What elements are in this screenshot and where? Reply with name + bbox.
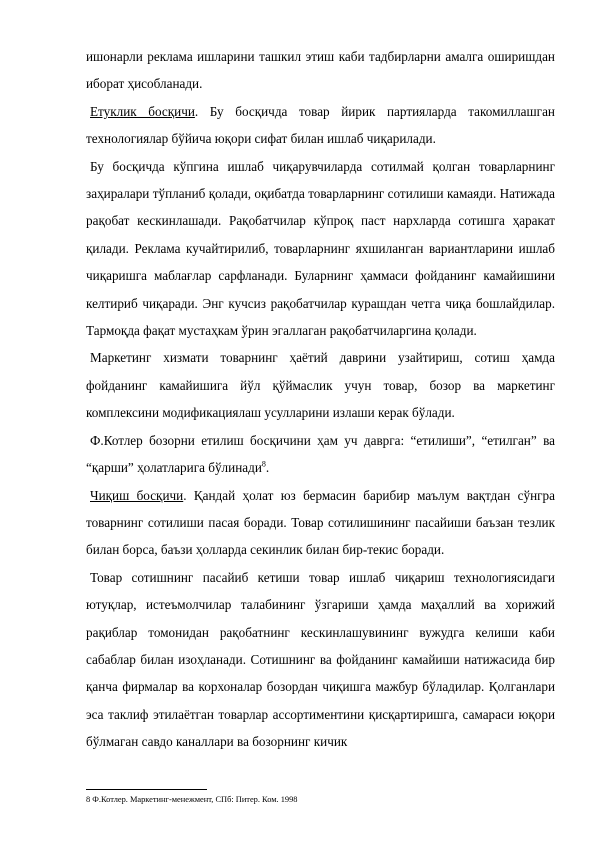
paragraph-maturity: Етуклик босқичи. Бу босқичда товар йирик партияларда такомиллашган технологиялар бўйича юқори сифат билан ишлаб чиқарилади. bbox=[86, 103, 555, 147]
footnote: 8 Ф.Котлер. Маркетинг-менежмент, СПб: Питер. Ком. 1998 bbox=[86, 795, 298, 804]
footnote-reference: 8 bbox=[261, 459, 266, 469]
paragraph-marketing-service: Маркетинг хизмати товарнинг ҳаётий даврини узайтириш, сотиш ҳамда фойданинг камайишига йўл қўймаслик учун товар, бозор ва маркетинг комплексини модификациялаш усулларини излаши керак бўлади. bbox=[86, 350, 555, 421]
decline-stage-term: Чиқиш босқичи bbox=[90, 487, 184, 503]
maturity-stage-term: Етуклик босқичи bbox=[90, 103, 195, 119]
paragraph-sales-decline: Товар сотишнинг пасайиб кетиши товар ишлаб чиқариш технологиясидаги ютуқлар, истеъмолчилар талабининг ўзгариши ҳамда маҳаллий ва хорижий рақиблар томонидан рақобатнинг кескинлашувининг вужудга келиши каби сабаблар билан изоҳланади. Сотишнинг ва фойданинг камайиши натижасида бир қанча фирмалар ва корхоналар бозордан чиқишга мажбур бўладилар. Қолганлари эса таклиф этилаётган товарлар ассортиментини қисқартиришга, самараси юқори бўлмаган савдо каналлари ва бозорнинг кичик bbox=[86, 569, 555, 750]
paragraph-decline: Чиқиш босқичи. Қандай ҳолат юз бермасин барибир маълум вақтдан сўнгра товарнинг сотилиши пасая боради. Товар сотилишининг пасайиши баъзан тезлик билан борса, баъзи ҳолларда секинлик билан бир-текис боради. bbox=[86, 487, 555, 558]
footnote-divider bbox=[86, 789, 207, 790]
paragraph-intro: ишонарли реклама ишларини ташкил этиш каби тадбирларни амалга оширишдан иборат ҳисобланади. bbox=[86, 49, 555, 92]
paragraph-kotler: Ф.Котлер бозорни етилиш босқичини ҳам уч даврга: “етилиши”, “етилган” ва “қарши” ҳолатларига бўлинади$^8$. bbox=[86, 432, 555, 476]
paragraph-competition: Бу босқичда кўпгина ишлаб чиқарувчиларда сотилмай қолган товарларнинг заҳиралари тўпланиб қолади, оқибатда товарларнинг сотилиши камаяди. Натижада рақобат кескинлашади. Рақобатчилар кўпроқ паст нархларда сотишга ҳаракат қилади. Реклама кучайтирилиб, товарларнинг яхшиланган вариантларини ишлаб чиқаришга маблағлар сарфланади. Буларнинг ҳаммаси фойданинг камайишини келтириб чиқаради. Энг кучсиз рақобатчилар курашдан четга чиқа бошлайдилар. Тармоқда фақат мустаҳкам ўрин эгаллаган рақобатчиларгина қолади. bbox=[86, 158, 555, 339]
body-text bbox=[86, 43, 555, 756]
